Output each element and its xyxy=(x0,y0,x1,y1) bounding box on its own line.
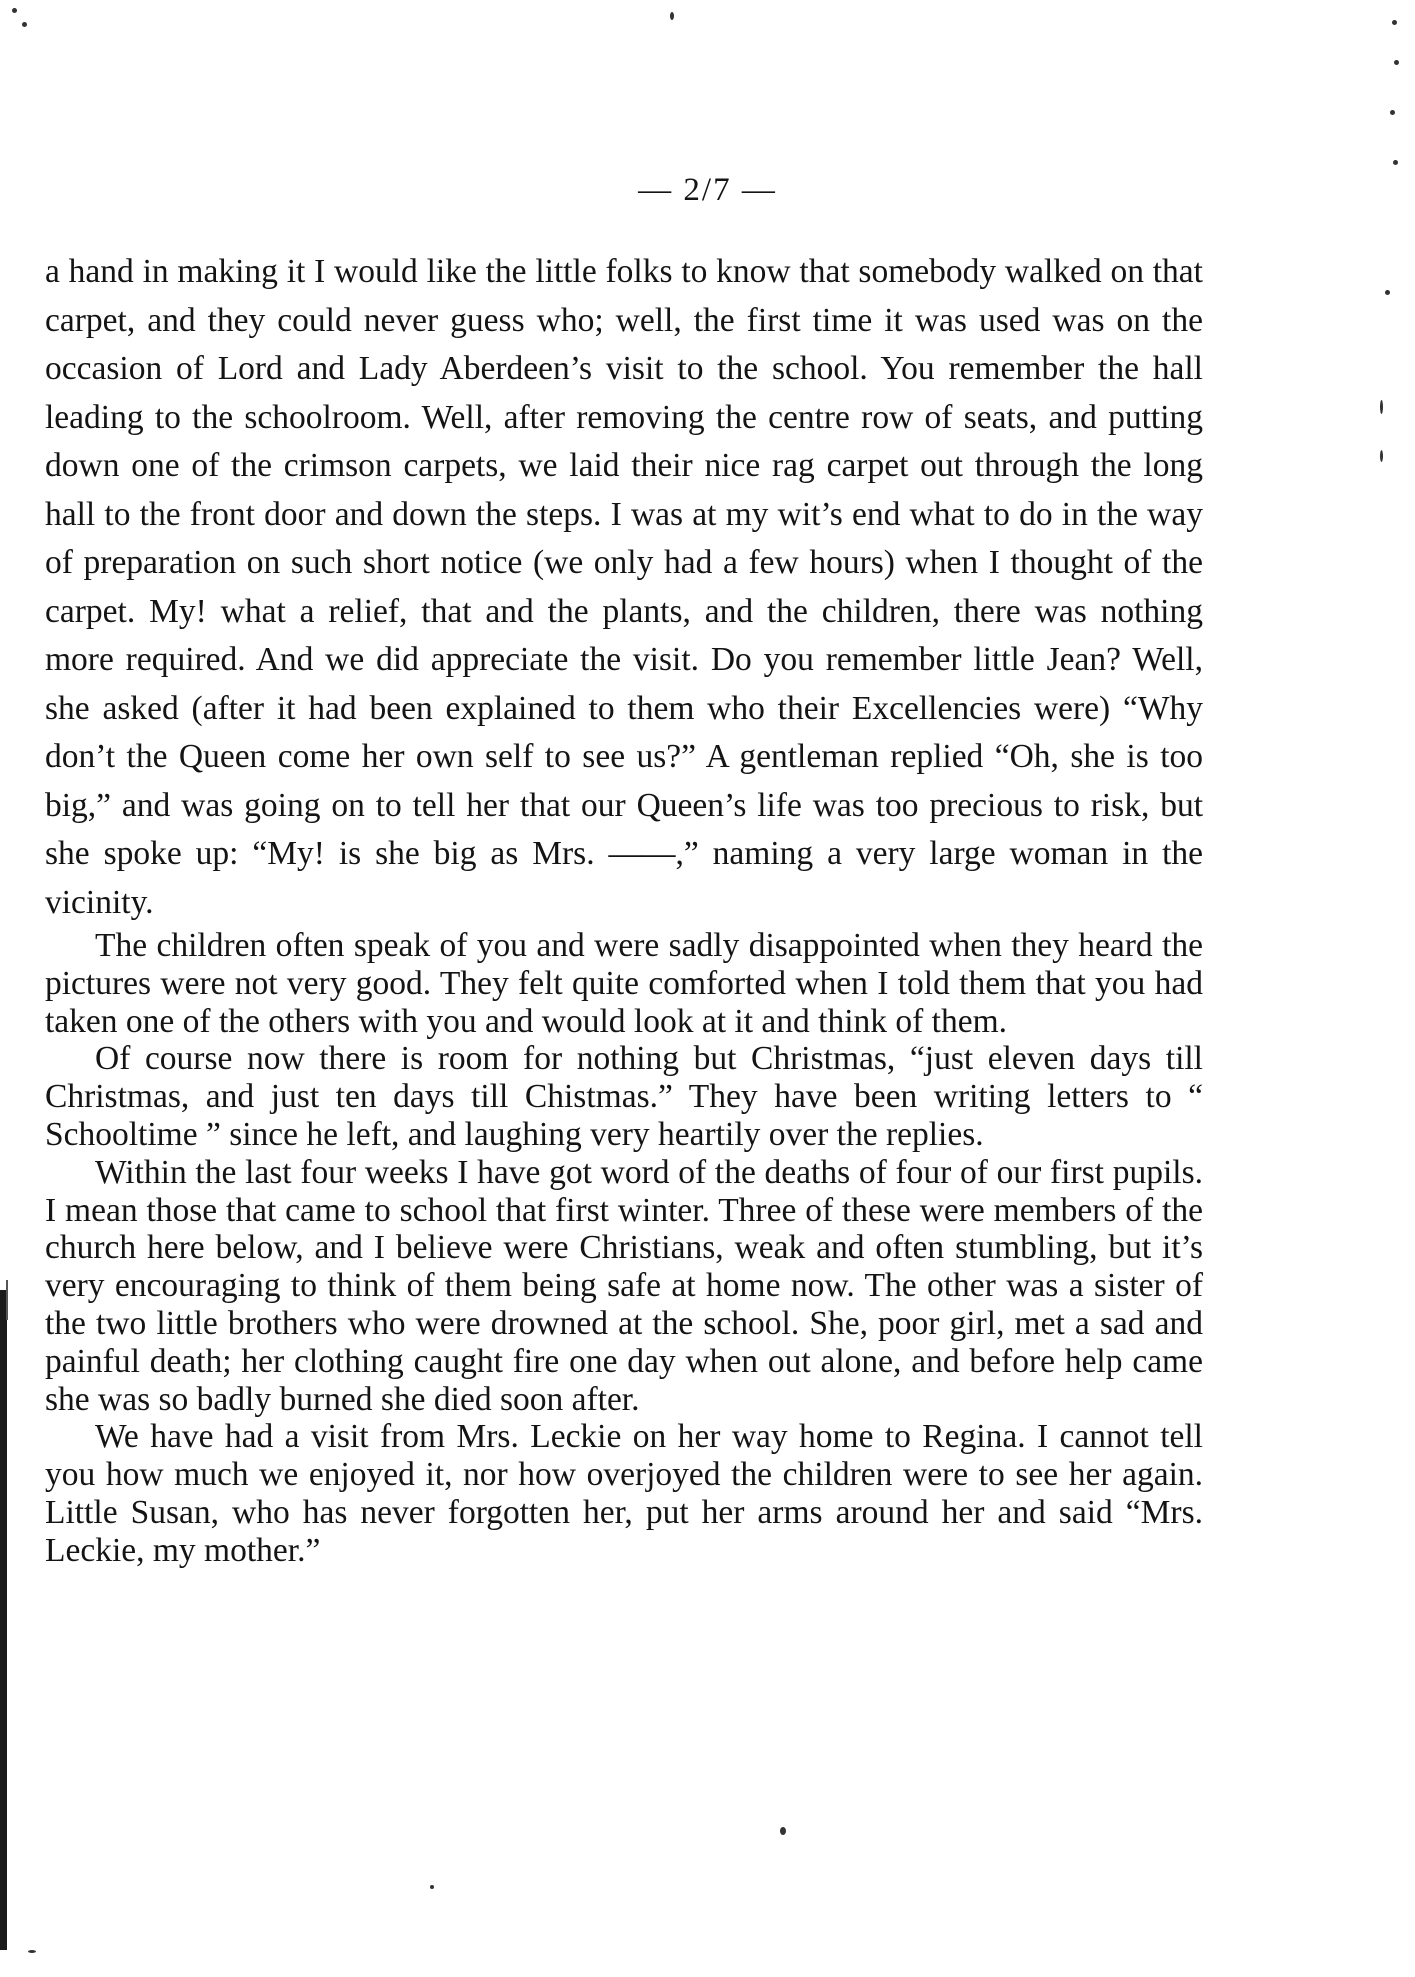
scan-speck xyxy=(1390,110,1395,115)
scan-speck xyxy=(22,22,27,27)
scan-speck xyxy=(1380,400,1383,414)
paragraph-4: Within the last four weeks I have got word of the deaths of four of our first pupils. I mean those that came to school that first winter. Three of these were members of the church here below, and I believe were Christians, weak and often stumbling, but it’s very encouraging to think of them being safe at home now. The other was a sister of the two little brothers who were drowned at the school. She, poor girl, met a sad and painful death; her clothing caught fire one day when out alone, and before help came she was so badly burned she died soon after. xyxy=(45,1153,1203,1418)
scan-margin-line xyxy=(6,1280,8,1320)
scan-speck xyxy=(28,1950,36,1953)
scan-speck xyxy=(780,1827,786,1835)
scan-speck xyxy=(1385,290,1390,295)
letter-body xyxy=(45,248,1203,1570)
paragraph-3: Of course now there is room for nothing but Christmas, “just eleven days till Christmas, and just ten days till Chistmas.” They have been writing letters to “ Schooltime ” since he left, and laughing very heartily over the replies. xyxy=(45,1040,1203,1153)
scan-speck xyxy=(670,12,674,20)
scan-speck xyxy=(430,1885,434,1889)
scan-speck xyxy=(1394,60,1399,65)
paragraph-2: The children often speak of you and were sadly disappointed when they heard the pictures were not very good. They felt quite comforted when I told them that you had taken one of the others with you and would look at it and think of them. xyxy=(45,927,1203,1040)
page-number: — 2/7 — xyxy=(638,172,777,208)
scan-speck xyxy=(1380,450,1383,462)
paragraph-1: a hand in making it I would like the little folks to know that somebody walked on that carpet, and they could never guess who; well, the first time it was used was on the occasion of Lord and Lady Aberdeen’s visit to the school. You remember the hall leading to the schoolroom. Well, after removing the centre row of seats, and putting down one of the crimson carpets, we laid their nice rag carpet out through the long hall to the front door and down the steps. I was at my wit’s end what to do in the way of preparation on such short notice (we only had a few hours) when I thought of the carpet. My! what a relief, that and the plants, and the children, there was nothing more required. And we did appreciate the visit. Do you remember little Jean? Well, she asked (after it had been explained to them who their Excellencies were) “Why don’t the Queen come her own self to see us?” A gentleman replied “Oh, she is too big,” and was going on to tell her that our Queen’s life was too precious to risk, but she spoke up: “My! is she big as Mrs. ——,” naming a very large woman in the vicinity. xyxy=(45,253,1203,921)
scan-speck xyxy=(1393,160,1398,165)
scan-speck xyxy=(1392,20,1397,25)
scan-speck xyxy=(12,8,17,13)
paragraph-5: We have had a visit from Mrs. Leckie on her way home to Regina. I cannot tell you how much we enjoyed it, nor how overjoyed the children were to see her again. Little Susan, who has never forgotten her, put her arms around her and said “Mrs. Leckie, my mother.” xyxy=(45,1418,1203,1569)
scan-margin-bar xyxy=(0,1290,7,1950)
